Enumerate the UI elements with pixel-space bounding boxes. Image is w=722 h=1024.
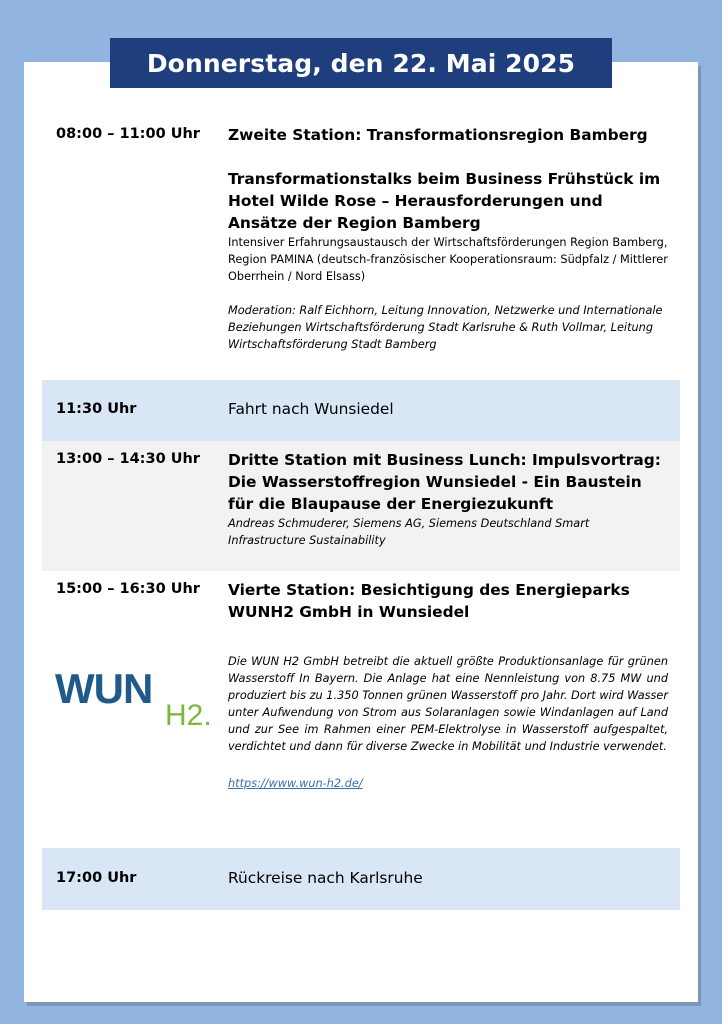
date-banner: Donnerstag, den 22. Mai 2025 [110,38,612,88]
logo-sub: H2. [165,699,212,732]
moderation-text: Moderation: Ralf Eichhorn, Leitung Innovation, Netzwerke und Internationale Beziehungen Wirtschaftsförderung Stadt Karlsruhe & Ruth Vollmar, Leitung Wirtschaftsförderung Stadt Bamberg [228,304,663,351]
session-title: Dritte Station mit Business Lunch: Impulsvortrag: Die Wasserstoffregion Wunsiedel - Ein Baustein für die Blaupause der Energiezukunft [228,451,661,513]
agenda-item-2 [42,441,680,571]
website-link[interactable]: https://www.wun-h2.de/ [228,777,363,790]
item-time: 11:30 Uhr [56,401,137,417]
speaker-text: Andreas Schmuderer, Siemens AG, Siemens Deutschland Smart Infrastructure Sustainability [228,517,590,547]
agenda-item-1 [42,380,680,441]
station-title: Zweite Station: Transformationsregion Bamberg [228,126,648,144]
logo-word: WUN [55,665,153,712]
item-time: 17:00 Uhr [56,870,137,886]
session-description: Die WUN H2 GmbH betreibt die aktuell größte Produktionsanlage für grünen Wasserstoff In Bayern. Die Anlage hat eine Nennleistung von 8.75 MW und produziert bis zu 1.350 Tonnen grünen Wasserstoff pro Jahr. Dort wird Wasser unter Aufwendung von Strom aus Solaranlagen sowie Windanlagen auf Land und zur See im Rahmen einer PEM-Elektrolyse in Wasserstoff aufgespaltet, verdichtet und dann für diverse Zwecke in Mobilität und Industrie verwendet. [228,655,668,753]
item-text: Fahrt nach Wunsiedel [228,400,394,418]
session-description: Intensiver Erfahrungsaustausch der Wirtschaftsförderungen Region Bamberg, Region PAMINA (deutsch-französischer Kooperationsraum: Südpfalz / Mittlerer Oberrhein / Nord Elsass) [228,236,668,283]
session-title: Vierte Station: Besichtigung des Energieparks WUNH2 GmbH in Wunsiedel [228,581,630,621]
item-text: Rückreise nach Karlsruhe [228,869,423,887]
item-time: 15:00 – 16:30 Uhr [56,581,200,597]
agenda-item-4 [42,848,680,910]
item-time: 13:00 – 14:30 Uhr [56,451,200,467]
item-time: 08:00 – 11:00 Uhr [56,126,200,142]
session-title: Transformationstalks beim Business Frühstück im Hotel Wilde Rose – Herausforderungen und Ansätze der Region Bamberg [228,170,661,232]
wunh2-logo [55,663,215,733]
agenda-item-0 [42,118,680,358]
